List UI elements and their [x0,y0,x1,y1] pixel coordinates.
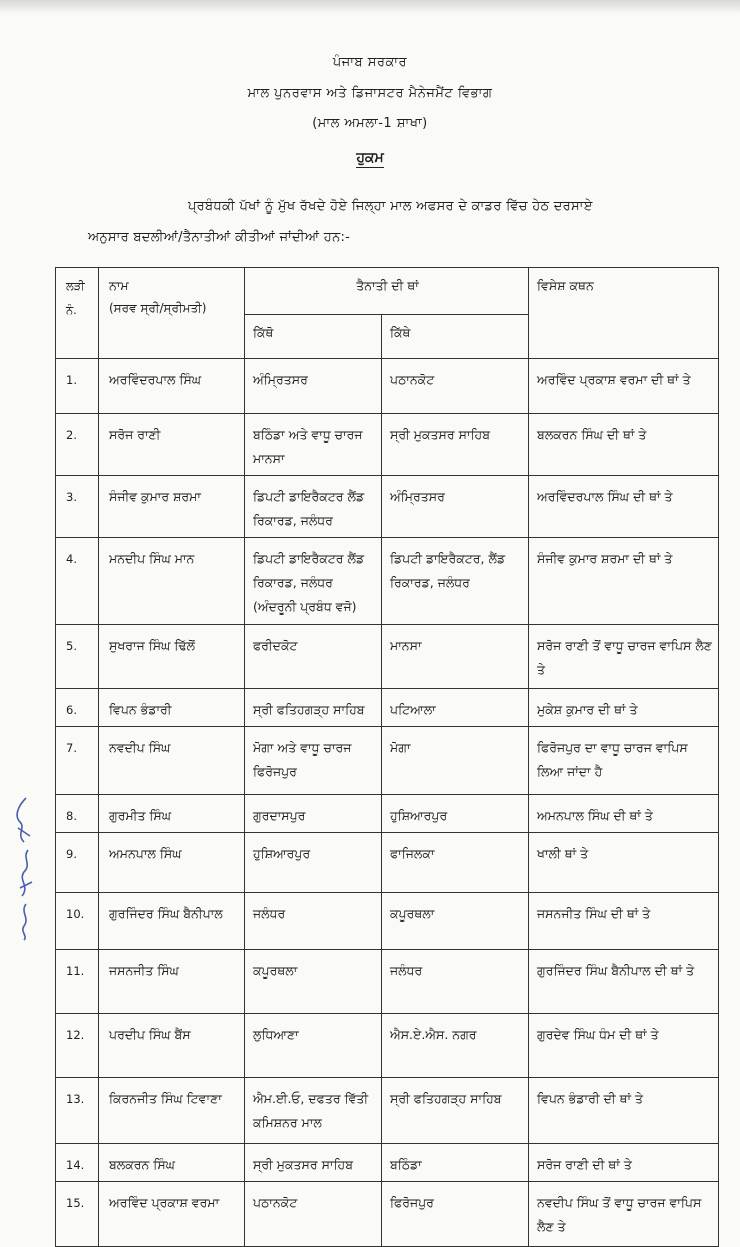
row-name-cell: ਨਵਦੀਪ ਸਿੰਘ [99,727,245,795]
header-sr: ਲੜੀ ਨੰ. [56,268,99,359]
row-sr-cell: 8. [56,795,99,833]
table-row [56,1014,719,1078]
table-row [56,950,719,1014]
row-to-cell: ਪਠਾਨਕੋਟ [382,359,529,414]
row-to-cell: ਫਿਰੋਜਪੁਰ [382,1182,529,1247]
row-sr-cell: 11. [56,950,99,1014]
transfer-table [55,267,719,1247]
row-remarks-cell: ਅਮਨਪਾਲ ਸਿੰਘ ਦੀ ਥਾਂ ਤੇ [529,795,719,833]
table-row [56,414,719,476]
row-name-cell: ਮਨਦੀਪ ਸਿੰਘ ਮਾਨ [99,538,245,625]
row-remarks-cell: ਸਰੋਜ ਰਾਣੀ ਦੀ ਥਾਂ ਤੇ [529,1144,719,1182]
row-to-cell: ਜਲੰਧਰ [382,950,529,1014]
row-to-cell: ਹੁਸ਼ਿਆਰਪੁਰ [382,795,529,833]
branch-heading: (ਮਾਲ ਅਮਲਾ-1 ਸ਼ਾਖਾ) [312,116,428,131]
row-sr-cell: 15. [56,1182,99,1247]
order-title [0,150,740,166]
table-header-row [56,268,719,315]
row-from-cell: ਸ੍ਰੀ ਫਤਿਹਗੜ੍ਹ ਸਾਹਿਬ [245,689,382,727]
row-from-cell: ਗੁਰਦਾਸਪੁਰ [245,795,382,833]
table-row [56,625,719,689]
row-sr-cell: 6. [56,689,99,727]
row-remarks-cell: ਅਰਵਿੰਦਰਪਾਲ ਸਿੰਘ ਦੀ ਥਾਂ ਤੇ [529,476,719,538]
intro-line-1: ਪ੍ਰਬੰਧਕੀ ਪੱਖਾਂ ਨੂੰ ਮੁੱਖ ਰੱਖਦੇ ਹੋਏ ਜਿਲ੍ਹਾ ਮਾਲ ਅਫਸਰ ਦੇ ਕਾਡਰ ਵਿੱਚ ਹੇਠ ਦਰਸਾਏ [188,199,593,214]
row-to-cell: ਮਾਨਸਾ [382,625,529,689]
row-remarks-cell: ਨਵਦੀਪ ਸਿੰਘ ਤੋਂ ਵਾਧੂ ਚਾਰਜ ਵਾਪਿਸ ਲੈਣ ਤੇ [529,1182,719,1247]
row-to-cell: ਅੰਮ੍ਰਿਤਸਰ [382,476,529,538]
header-name-label: ਨਾਮ [109,278,129,293]
order-title-text: ਹੁਕਮ [356,150,384,166]
row-sr-cell: 10. [56,893,99,950]
row-sr-cell: 9. [56,833,99,893]
header-posting: ਤੈਨਾਤੀ ਦੀ ਥਾਂ [245,268,529,315]
intro-line-2: ਅਨੁਸਾਰ ਬਦਲੀਆਂ/ਤੈਨਾਤੀਆਂ ਕੀਤੀਆਂ ਜਾਂਦੀਆਂ ਹਨ:- [88,230,351,245]
row-remarks-cell: ਵਿਪਨ ਭੰਡਾਰੀ ਦੀ ਥਾਂ ਤੇ [529,1078,719,1144]
row-from-cell: ਪਠਾਨਕੋਟ [245,1182,382,1247]
row-name-cell: ਅਰਵਿੰਦ ਪ੍ਰਕਾਸ਼ ਵਰਮਾ [99,1182,245,1247]
row-sr-cell: 14. [56,1144,99,1182]
row-to-cell: ਫਾਜਿਲਕਾ [382,833,529,893]
row-name-cell: ਗੁਰਮੀਤ ਸਿੰਘ [99,795,245,833]
row-sr-cell: 7. [56,727,99,795]
department-heading: ਮਾਲ ਪੁਨਰਵਾਸ ਅਤੇ ਡਿਜਾਸਟਰ ਮੈਨੇਜਮੈਂਟ ਵਿਭਾਗ [247,86,493,101]
row-to-cell: ਸ੍ਰੀ ਮੁਕਤਸਰ ਸਾਹਿਬ [382,414,529,476]
row-name-cell: ਗੁਰਜਿੰਦਰ ਸਿੰਘ ਬੈਨੀਪਾਲ [99,893,245,950]
row-remarks-cell: ਮੁਕੇਸ਼ ਕੁਮਾਰ ਦੀ ਥਾਂ ਤੇ [529,689,719,727]
row-from-cell: ਸ੍ਰੀ ਮੁਕਤਸਰ ਸਾਹਿਬ [245,1144,382,1182]
header-name-sub: (ਸਰਵ ਸ੍ਰੀ/ਸ੍ਰੀਮਤੀ) [109,301,207,315]
table-row [56,689,719,727]
table-row [56,359,719,414]
government-heading: ਪੰਜਾਬ ਸਰਕਾਰ [332,55,408,70]
row-name-cell: ਅਰਵਿੰਦਰਪਾਲ ਸਿੰਘ [99,359,245,414]
scan-edge [0,0,740,14]
row-from-cell: ਐਮ.ਈ.ਓ, ਦਫਤਰ ਵਿੱਤੀ ਕਮਿਸ਼ਨਰ ਮਾਲ [245,1078,382,1144]
row-name-cell: ਸਰੋਜ ਰਾਣੀ [99,414,245,476]
row-to-cell: ਐਸ.ਏ.ਐਸ. ਨਗਰ [382,1014,529,1078]
row-to-cell: ਸ੍ਰੀ ਫਤਿਹਗੜ੍ਹ ਸਾਹਿਬ [382,1078,529,1144]
row-name-cell: ਅਮਨਪਾਲ ਸਿੰਘ [99,833,245,893]
header-name [99,268,245,359]
row-remarks-cell: ਬਲਕਰਨ ਸਿੰਘ ਦੀ ਥਾਂ ਤੇ [529,414,719,476]
header-from: ਕਿੱਥੋ [245,315,382,359]
row-remarks-cell: ਗੁਰਜਿੰਦਰ ਸਿੰਘ ਬੈਨੀਪਾਲ ਦੀ ਥਾਂ ਤੇ [529,950,719,1014]
row-sr-cell: 5. [56,625,99,689]
row-sr-cell: 12. [56,1014,99,1078]
row-remarks-cell: ਖਾਲੀ ਥਾਂ ਤੇ [529,833,719,893]
table-body [56,359,719,1247]
header-to: ਕਿੱਥੇ [382,315,529,359]
table-row [56,538,719,625]
row-to-cell: ਪਟਿਆਲਾ [382,689,529,727]
row-to-cell: ਕਪੂਰਥਲਾ [382,893,529,950]
table-row [56,1144,719,1182]
row-name-cell: ਕਿਰਨਜੀਤ ਸਿੰਘ ਟਿਵਾਣਾ [99,1078,245,1144]
table-row [56,1182,719,1247]
row-name-cell: ਜਸਨਜੀਤ ਸਿੰਘ [99,950,245,1014]
row-name-cell: ਵਿਪਨ ਭੰਡਾਰੀ [99,689,245,727]
row-name-cell: ਸੁਖਰਾਜ ਸਿੰਘ ਢਿੱਲੋਂ [99,625,245,689]
row-from-cell: ਕਪੂਰਥਲਾ [245,950,382,1014]
row-from-cell: ਲੁਧਿਆਣਾ [245,1014,382,1078]
row-sr-cell: 4. [56,538,99,625]
row-sr-cell: 3. [56,476,99,538]
row-remarks-cell: ਫਿਰੋਜਪੁਰ ਦਾ ਵਾਧੂ ਚਾਰਜ ਵਾਪਿਸ ਲਿਆ ਜਾਂਦਾ ਹੈ [529,727,719,795]
table-row [56,727,719,795]
row-sr-cell: 13. [56,1078,99,1144]
row-from-cell: ਅੰਮ੍ਰਿਤਸਰ [245,359,382,414]
table-row [56,1078,719,1144]
row-remarks-cell: ਅਰਵਿੰਦ ਪ੍ਰਕਾਸ਼ ਵਰਮਾ ਦੀ ਥਾਂ ਤੇ [529,359,719,414]
header-remarks: ਵਿਸੇਸ਼ ਕਥਨ [529,268,719,359]
row-sr-cell: 2. [56,414,99,476]
table-row [56,476,719,538]
row-from-cell: ਜਲੰਧਰ [245,893,382,950]
row-from-cell: ਬਠਿੰਡਾ ਅਤੇ ਵਾਧੂ ਚਾਰਜ ਮਾਨਸਾ [245,414,382,476]
row-sr-cell: 1. [56,359,99,414]
row-from-cell: ਡਿਪਟੀ ਡਾਇਰੈਕਟਰ ਲੈਂਡ ਰਿਕਾਰਡ, ਜਲੰਧਰ (ਅੰਦਰੂਨੀ ਪ੍ਰਬੰਧ ਵਜੋ) [245,538,382,625]
row-name-cell: ਸੰਜੀਵ ਕੁਮਾਰ ਸ਼ਰਮਾ [99,476,245,538]
row-name-cell: ਬਲਕਰਨ ਸਿੰਘ [99,1144,245,1182]
row-to-cell: ਮੋਗਾ [382,727,529,795]
row-from-cell: ਮੋਗਾ ਅਤੇ ਵਾਧੂ ਚਾਰਜ ਫਿਰੋਜਪੁਰ [245,727,382,795]
row-to-cell: ਡਿਪਟੀ ਡਾਇਰੈਕਟਰ, ਲੈਂਡ ਰਿਕਾਰਡ, ਜਲੰਧਰ [382,538,529,625]
row-remarks-cell: ਗੁਰਦੇਵ ਸਿੰਘ ਧੰਮ ਦੀ ਥਾਂ ਤੇ [529,1014,719,1078]
handwritten-initials-mark [4,792,44,942]
row-from-cell: ਫਰੀਦਕੋਟ [245,625,382,689]
table-row [56,893,719,950]
row-remarks-cell: ਸੰਜੀਵ ਕੁਮਾਰ ਸ਼ਰਮਾ ਦੀ ਥਾਂ ਤੇ [529,538,719,625]
row-from-cell: ਡਿਪਟੀ ਡਾਇਰੈਕਟਰ ਲੈਂਡ ਰਿਕਾਰਡ, ਜਲੰਧਰ [245,476,382,538]
intro-paragraph [88,191,698,253]
row-to-cell: ਬਠਿੰਡਾ [382,1144,529,1182]
row-remarks-cell: ਸਰੋਜ ਰਾਣੀ ਤੋਂ ਵਾਧੂ ਚਾਰਜ ਵਾਪਿਸ ਲੈਣ ਤੇ [529,625,719,689]
table-row [56,833,719,893]
row-remarks-cell: ਜਸਨਜੀਤ ਸਿੰਘ ਦੀ ਥਾਂ ਤੇ [529,893,719,950]
row-from-cell: ਹੁਸ਼ਿਆਰਪੁਰ [245,833,382,893]
table-row [56,795,719,833]
row-name-cell: ਪਰਦੀਪ ਸਿੰਘ ਬੈਂਸ [99,1014,245,1078]
